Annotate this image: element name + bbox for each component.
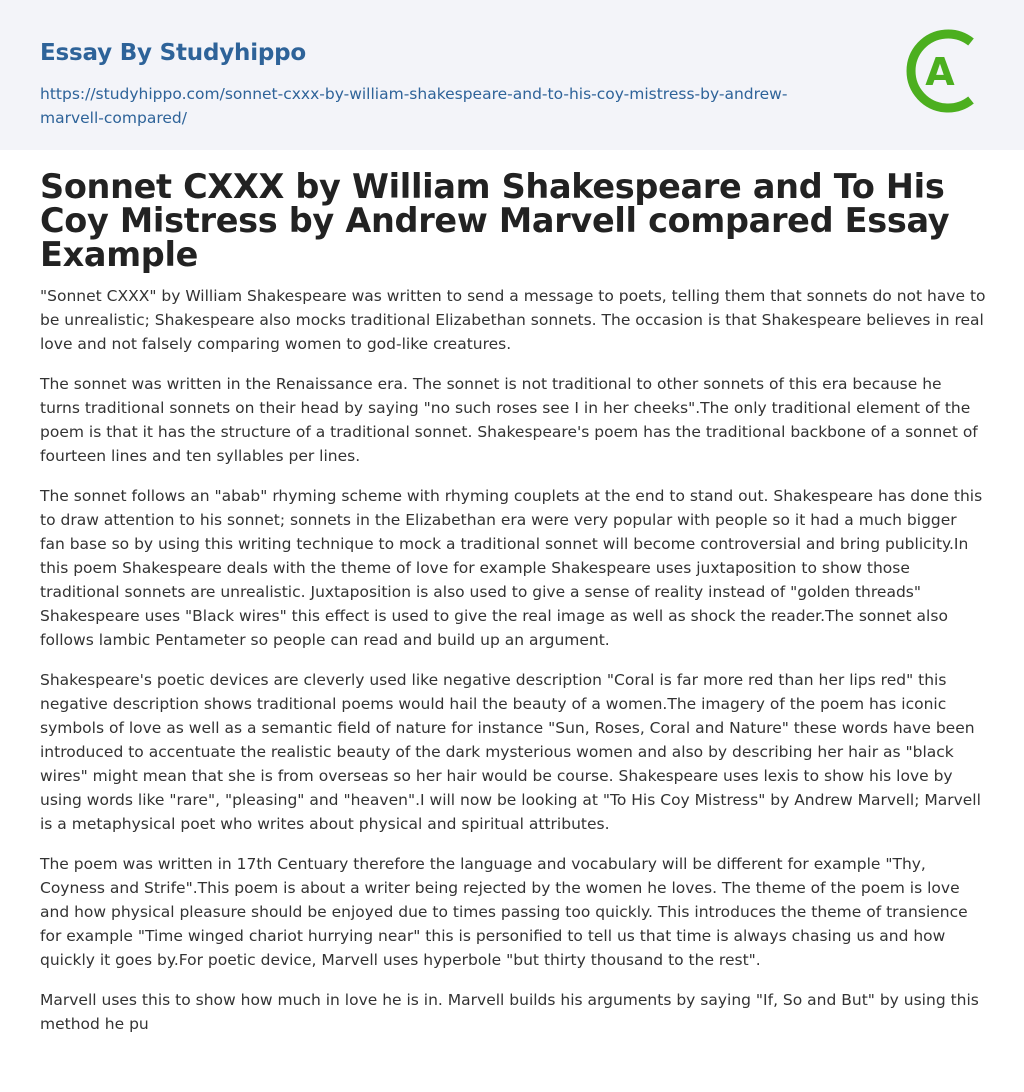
article-title: Sonnet CXXX by William Shakespeare and To His Coy Mistress by Andrew Marvell compared Essay Example bbox=[40, 167, 950, 274]
article-paragraph: The sonnet follows an "abab" rhyming scheme with rhyming couplets at the end to stand out. Shakespeare has done this to draw attention to his sonnet; sonnets in the Elizabethan era were very popular with people so it had a much bigger fan base so by using this writing technique to mock a traditional sonnet will become controversial and bring publicity.In this poem Shakespeare deals with the theme of love for example Shakespeare uses juxtaposition to show those traditional sonnets are unrealistic. Juxtaposition is also used to give a sense of reality instead of "golden threads" Shakespeare uses "Black wires" this effect is used to give the real image as well as shock the reader.The sonnet also follows lambic Pentameter so people can read and build up an argument. bbox=[40, 487, 983, 649]
article-paragraph: Shakespeare's poetic devices are cleverly used like negative description "Coral is far more red than her lips red" this negative description shows traditional poems would hail the beauty of a women.The imagery of the poem has iconic symbols of love as well as a semantic field of nature for instance "Sun, Roses, Coral and Nature" these words have been introduced to accentuate the realistic beauty of the dark mysterious women and also by describing her hair as "black wires" might mean that she is from overseas so her hair would be course. Shakespeare uses lexis to show his love by using words like "rare", "pleasing" and "heaven".I will now be looking at "To His Coy Mistress" by Andrew Marvell; Marvell is a metaphysical poet who writes about physical and spiritual attributes. bbox=[40, 671, 981, 833]
logo-letter: A bbox=[925, 50, 955, 94]
article-paragraph: Marvell uses this to show how much in love he is in. Marvell builds his arguments by saying "If, So and But" by using this method he pu bbox=[40, 991, 979, 1033]
site-brand[interactable]: Essay By Studyhippo bbox=[40, 40, 307, 66]
site-header bbox=[0, 0, 1024, 150]
article-paragraph: The sonnet was written in the Renaissance era. The sonnet is not traditional to other sonnets of this era because he turns traditional sonnets on their head by saying "no such roses see I in her cheeks".The only traditional element of the poem is that it has the structure of a traditional sonnet. Shakespeare's poem has the traditional backbone of a sonnet of fourteen lines and ten syllables per lines. bbox=[40, 375, 978, 465]
studyhippo-logo-icon[interactable] bbox=[903, 28, 989, 114]
article-url-link[interactable]: https://studyhippo.com/sonnet-cxxx-by-william-shakespeare-and-to-his-coy-mistress-by-andrew-marvell-compared/ bbox=[40, 85, 788, 127]
article-content bbox=[40, 167, 986, 1052]
article-paragraph: "Sonnet CXXX" by William Shakespeare was written to send a message to poets, telling them that sonnets do not have to be unrealistic; Shakespeare also mocks traditional Elizabethan sonnets. The occasion is that Shakespeare believes in real love and not falsely comparing women to god-like creatures. bbox=[40, 287, 986, 353]
article-body bbox=[40, 284, 986, 1036]
article-paragraph: The poem was written in 17th Centuary therefore the language and vocabulary will be different for example "Thy, Coyness and Strife".This poem is about a writer being rejected by the women he loves. The theme of the poem is love and how physical pleasure should be enjoyed due to times passing too quickly. This introduces the theme of transience for example "Time winged chariot hurrying near" this is personified to tell us that time is always chasing us and how quickly it goes by.For poetic device, Marvell uses hyperbole "but thirty thousand to the rest". bbox=[40, 855, 968, 969]
